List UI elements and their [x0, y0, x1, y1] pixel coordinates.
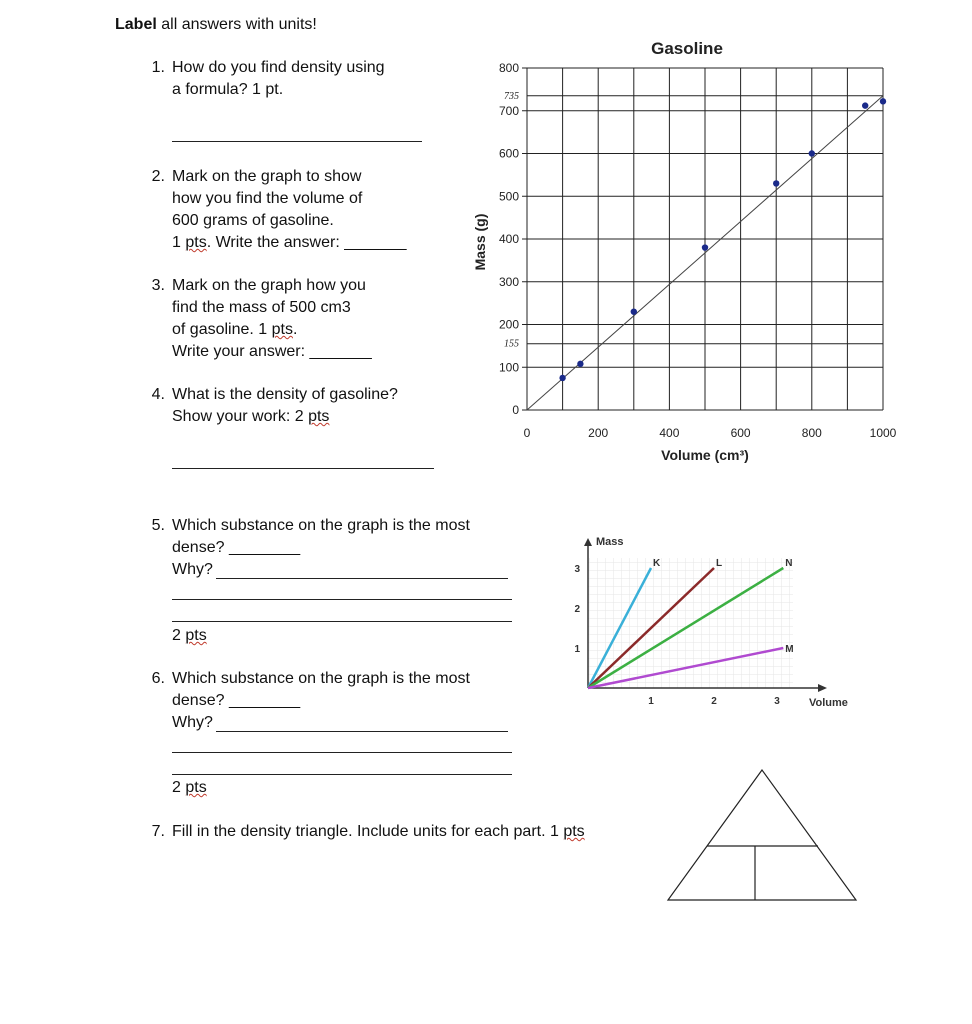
points-label: pts [185, 627, 207, 644]
y-tick-label: 1 [574, 644, 580, 655]
y-tick-label: 800 [498, 61, 519, 75]
question-number: 6. [151, 670, 165, 687]
answer-line[interactable] [172, 599, 512, 600]
y-extra-label: 735 [504, 90, 519, 102]
y-tick-label: 400 [498, 232, 519, 246]
x-tick-label: 1 [648, 696, 654, 707]
y-axis-arrow [584, 538, 592, 546]
x-tick-label: 200 [588, 426, 609, 440]
points-label: pts [308, 408, 330, 425]
points-6 [172, 777, 207, 799]
density-triangle[interactable] [665, 766, 861, 906]
header-text: all answers with units! [156, 16, 317, 33]
series-label-n: N [785, 558, 793, 569]
question-number: 3. [151, 277, 165, 294]
question-text: a formula? 1 pt. [172, 81, 284, 98]
text-part: Write your answer: [172, 343, 310, 360]
y-tick-label: 700 [498, 103, 519, 118]
x-tick-label: 400 [659, 426, 680, 440]
answer-line[interactable] [172, 752, 512, 753]
question-number: 7. [151, 823, 165, 840]
text-part: dense? [172, 539, 229, 556]
text-part: Show your work: 2 [172, 408, 309, 425]
y-tick-label: 0 [512, 403, 519, 417]
text-part: 2 [172, 627, 186, 644]
x-tick-label: 2 [711, 696, 717, 707]
answer-blank[interactable]: _______ [344, 234, 407, 251]
question-text [172, 406, 398, 428]
question-number: 4. [151, 386, 165, 403]
x-axis-label: Volume (cm³) [661, 447, 749, 463]
series-label-k: K [653, 558, 661, 569]
x-tick-label: 800 [801, 426, 822, 440]
question-text: Which substance on the graph is the most [172, 517, 470, 534]
question-number: 1. [151, 59, 165, 76]
question-text: Mark on the graph how you [172, 277, 366, 294]
answer-line[interactable] [172, 621, 512, 622]
why-line[interactable] [216, 578, 508, 579]
text-part: of gasoline. 1 [172, 321, 272, 338]
data-point [862, 102, 868, 108]
question-text: Which substance on the graph is the most [172, 670, 470, 687]
series-label-m: M [785, 644, 794, 655]
question-text: Mark on the graph to show [172, 168, 362, 185]
x-tick-label: 0 [523, 426, 531, 440]
question-text: Fill in the density triangle. Include units for each part. 1 [172, 823, 564, 840]
x-axis-arrow [818, 684, 827, 692]
answer-blank[interactable]: ________ [228, 539, 301, 556]
y-tick-label: 100 [498, 360, 519, 375]
points-5 [172, 625, 207, 647]
text-part: dense? [172, 692, 229, 709]
y-extra-label: 155 [504, 338, 519, 350]
x-tick-label: 600 [730, 426, 751, 440]
points-label: pts [185, 234, 207, 251]
question-text [172, 232, 407, 254]
question-text: Why? [172, 714, 213, 731]
text-part: 1 [172, 234, 186, 251]
mass-volume-chart[interactable] [565, 530, 865, 720]
why-line[interactable] [216, 731, 508, 732]
series-label-l: L [716, 558, 723, 569]
answer-blank[interactable]: ________ [228, 692, 301, 709]
data-point [809, 150, 815, 156]
question-number: 5. [151, 517, 165, 534]
answer-line-1[interactable] [172, 141, 422, 142]
x-tick-label: 3 [774, 696, 780, 707]
question-text [172, 690, 470, 712]
question-text [172, 537, 470, 559]
data-point [631, 308, 637, 314]
data-point [577, 361, 583, 367]
data-point [880, 98, 886, 104]
question-text [172, 319, 372, 341]
points-label: pts [563, 823, 585, 840]
chart-ticks [499, 61, 897, 440]
triangle-outline [668, 770, 856, 900]
chart-title: Gasoline [651, 39, 723, 58]
y-tick-label: 500 [498, 189, 519, 204]
y-tick-label: 300 [498, 274, 519, 289]
data-point [702, 244, 708, 250]
x-tick-label: 1000 [869, 426, 897, 440]
instructions-header [115, 14, 317, 36]
question-text: How do you find density using [172, 59, 385, 76]
y-tick-label: 200 [498, 317, 519, 332]
text-part: 2 [172, 779, 186, 796]
answer-line-4[interactable] [172, 468, 434, 469]
gasoline-chart[interactable] [465, 30, 915, 475]
points-label: pts [271, 321, 293, 338]
y-tick-label: 3 [574, 564, 580, 575]
question-text: What is the density of gasoline? [172, 386, 398, 403]
header-bold: Label [115, 16, 157, 33]
question-text: 600 grams of gasoline. [172, 212, 334, 229]
question-text: how you find the volume of [172, 190, 363, 207]
data-point [773, 180, 779, 186]
chart-grid [527, 68, 883, 410]
y-tick-label: 600 [498, 146, 519, 161]
y-tick-label: 2 [574, 604, 580, 615]
answer-line[interactable] [172, 774, 512, 775]
question-text: find the mass of 500 cm3 [172, 299, 351, 316]
y-axis-label: Mass (g) [472, 213, 488, 271]
y-axis-label: Mass [596, 536, 624, 548]
x-axis-label: Volume [809, 697, 848, 709]
data-point [559, 375, 565, 381]
question-text [172, 341, 372, 363]
question-text: Why? [172, 561, 213, 578]
text-part: . Write the answer: [206, 234, 345, 251]
answer-blank[interactable]: _______ [309, 343, 372, 360]
points-label: pts [185, 779, 207, 796]
text-part: . [292, 321, 298, 338]
question-number: 2. [151, 168, 165, 185]
